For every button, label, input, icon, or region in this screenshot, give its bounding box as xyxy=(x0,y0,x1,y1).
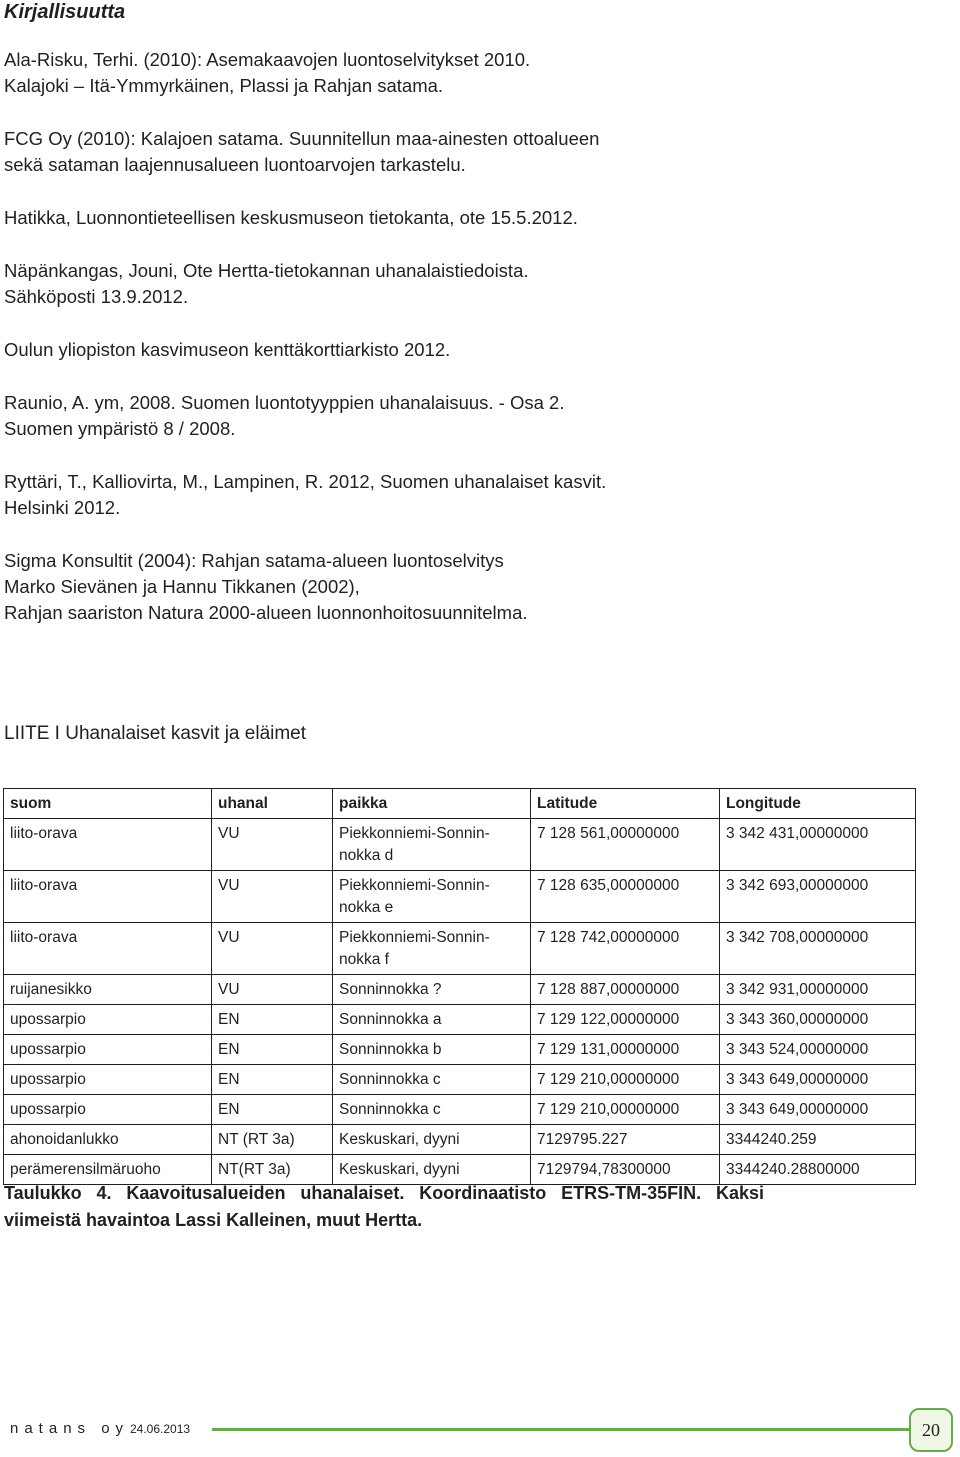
column-header-longitude: Longitude xyxy=(720,789,916,819)
table-cell: ahonoidanlukko xyxy=(4,1125,212,1155)
table-cell: 7 128 635,00000000 xyxy=(531,871,720,923)
page-number-badge xyxy=(909,1408,953,1452)
table-header-row xyxy=(4,789,916,819)
table-caption: Taulukko 4. Kaavoitusalueiden uhanalaiset. Koordinaatisto ETRS-TM-35FIN. Kaksi viimeistä havaintoa Lassi Kalleinen, muut Hertta. xyxy=(4,1183,764,1230)
appendix-title: LIITE I Uhanalaiset kasvit ja eläimet xyxy=(4,723,307,744)
table-cell: 3344240.259 xyxy=(720,1125,916,1155)
reference-list xyxy=(4,47,944,653)
table-cell: 7 128 561,00000000 xyxy=(531,819,720,871)
table-cell: perämerensilmäruoho xyxy=(4,1155,212,1185)
table-cell: Keskuskari, dyyni xyxy=(333,1155,531,1185)
page-footer xyxy=(0,1404,960,1457)
reference-line: sekä sataman laajennusalueen luontoarvojen tarkastelu. xyxy=(4,154,466,175)
table-cell: 7129795.227 xyxy=(531,1125,720,1155)
reference-line: Sigma Konsultit (2004): Rahjan satama-alueen luontoselvitys xyxy=(4,550,504,571)
table-row xyxy=(4,1095,916,1125)
table-cell: VU xyxy=(212,819,333,871)
table-cell: Sonninnokka ? xyxy=(333,975,531,1005)
table-cell: EN xyxy=(212,1035,333,1065)
table-row xyxy=(4,1005,916,1035)
table-cell: Piekkonniemi-Sonnin- nokka f xyxy=(333,923,531,975)
table-cell: Piekkonniemi-Sonnin- nokka e xyxy=(333,871,531,923)
reference-entry xyxy=(4,337,944,363)
table-cell: Sonninnokka c xyxy=(333,1095,531,1125)
reference-line: Oulun yliopiston kasvimuseon kenttäkorttiarkisto 2012. xyxy=(4,339,451,360)
reference-entry xyxy=(4,47,944,99)
table-cell: 7 128 887,00000000 xyxy=(531,975,720,1005)
table-cell: Sonninnokka a xyxy=(333,1005,531,1035)
table-cell: NT(RT 3a) xyxy=(212,1155,333,1185)
table-row xyxy=(4,1035,916,1065)
page-number: 20 xyxy=(922,1419,940,1440)
reference-entry xyxy=(4,390,944,442)
table-row xyxy=(4,975,916,1005)
table-cell: Keskuskari, dyyni xyxy=(333,1125,531,1155)
table-cell: 3 343 360,00000000 xyxy=(720,1005,916,1035)
table-cell: VU xyxy=(212,871,333,923)
table-cell: 7 129 210,00000000 xyxy=(531,1065,720,1095)
table-cell: 7 128 742,00000000 xyxy=(531,923,720,975)
column-header-uhanal: uhanal xyxy=(212,789,333,819)
table-cell: upossarpio xyxy=(4,1005,212,1035)
column-header-paikka: paikka xyxy=(333,789,531,819)
table-cell: EN xyxy=(212,1095,333,1125)
table-cell: EN xyxy=(212,1065,333,1095)
table-cell: Sonninnokka b xyxy=(333,1035,531,1065)
table-row xyxy=(4,871,916,923)
table-row xyxy=(4,1125,916,1155)
table-cell: VU xyxy=(212,923,333,975)
table-row xyxy=(4,1065,916,1095)
reference-line: Ryttäri, T., Kalliovirta, M., Lampinen, R. 2012, Suomen uhanalaiset kasvit. xyxy=(4,471,607,492)
table-cell: liito-orava xyxy=(4,819,212,871)
table-cell: VU xyxy=(212,975,333,1005)
reference-entry xyxy=(4,205,944,231)
species-table xyxy=(3,788,916,1185)
column-header-suom: suom xyxy=(4,789,212,819)
table-cell: NT (RT 3a) xyxy=(212,1125,333,1155)
table-cell: 3 343 524,00000000 xyxy=(720,1035,916,1065)
table-cell: 3344240.28800000 xyxy=(720,1155,916,1185)
table-cell: upossarpio xyxy=(4,1095,212,1125)
table-cell: Sonninnokka c xyxy=(333,1065,531,1095)
table-cell: upossarpio xyxy=(4,1065,212,1095)
table-cell: 3 342 693,00000000 xyxy=(720,871,916,923)
reference-entry xyxy=(4,548,944,626)
footer-divider xyxy=(212,1428,910,1431)
table-cell: liito-orava xyxy=(4,923,212,975)
table-cell: 3 342 708,00000000 xyxy=(720,923,916,975)
table-cell: 3 343 649,00000000 xyxy=(720,1095,916,1125)
column-header-latitude: Latitude xyxy=(531,789,720,819)
table-cell: 7129794,78300000 xyxy=(531,1155,720,1185)
reference-line: Raunio, A. ym, 2008. Suomen luontotyyppien uhanalaisuus. - Osa 2. xyxy=(4,392,565,413)
reference-line: Sähköposti 13.9.2012. xyxy=(4,286,189,307)
table-cell: liito-orava xyxy=(4,871,212,923)
reference-line: Näpänkangas, Jouni, Ote Hertta-tietokannan uhanalaistiedoista. xyxy=(4,260,529,281)
reference-line: Marko Sievänen ja Hannu Tikkanen (2002), xyxy=(4,576,360,597)
table-cell: 3 342 931,00000000 xyxy=(720,975,916,1005)
table-cell: 7 129 210,00000000 xyxy=(531,1095,720,1125)
table-row xyxy=(4,923,916,975)
reference-entry xyxy=(4,258,944,310)
page-heading: Kirjallisuutta xyxy=(4,1,126,23)
reference-entry xyxy=(4,469,944,521)
table-cell: ruijanesikko xyxy=(4,975,212,1005)
table-cell: Piekkonniemi-Sonnin- nokka d xyxy=(333,819,531,871)
table-row xyxy=(4,819,916,871)
table-cell: EN xyxy=(212,1005,333,1035)
reference-line: Suomen ympäristö 8 / 2008. xyxy=(4,418,236,439)
reference-line: FCG Oy (2010): Kalajoen satama. Suunnitellun maa-ainesten ottoalueen xyxy=(4,128,600,149)
reference-line: Ala-Risku, Terhi. (2010): Asemakaavojen luontoselvitykset 2010. xyxy=(4,49,531,70)
reference-line: Rahjan saariston Natura 2000-alueen luonnonhoitosuunnitelma. xyxy=(4,602,528,623)
footer-date: 24.06.2013 xyxy=(130,1422,191,1436)
table-cell: 7 129 131,00000000 xyxy=(531,1035,720,1065)
reference-entry xyxy=(4,126,944,178)
table-cell: 3 342 431,00000000 xyxy=(720,819,916,871)
reference-line: Hatikka, Luonnontieteellisen keskusmuseon tietokanta, ote 15.5.2012. xyxy=(4,207,578,228)
reference-line: Kalajoki – Itä-Ymmyrkäinen, Plassi ja Rahjan satama. xyxy=(4,75,444,96)
table-cell: upossarpio xyxy=(4,1035,212,1065)
table-cell: 7 129 122,00000000 xyxy=(531,1005,720,1035)
table-cell: 3 343 649,00000000 xyxy=(720,1065,916,1095)
footer-brand: natans oy xyxy=(10,1420,130,1437)
reference-line: Helsinki 2012. xyxy=(4,497,121,518)
